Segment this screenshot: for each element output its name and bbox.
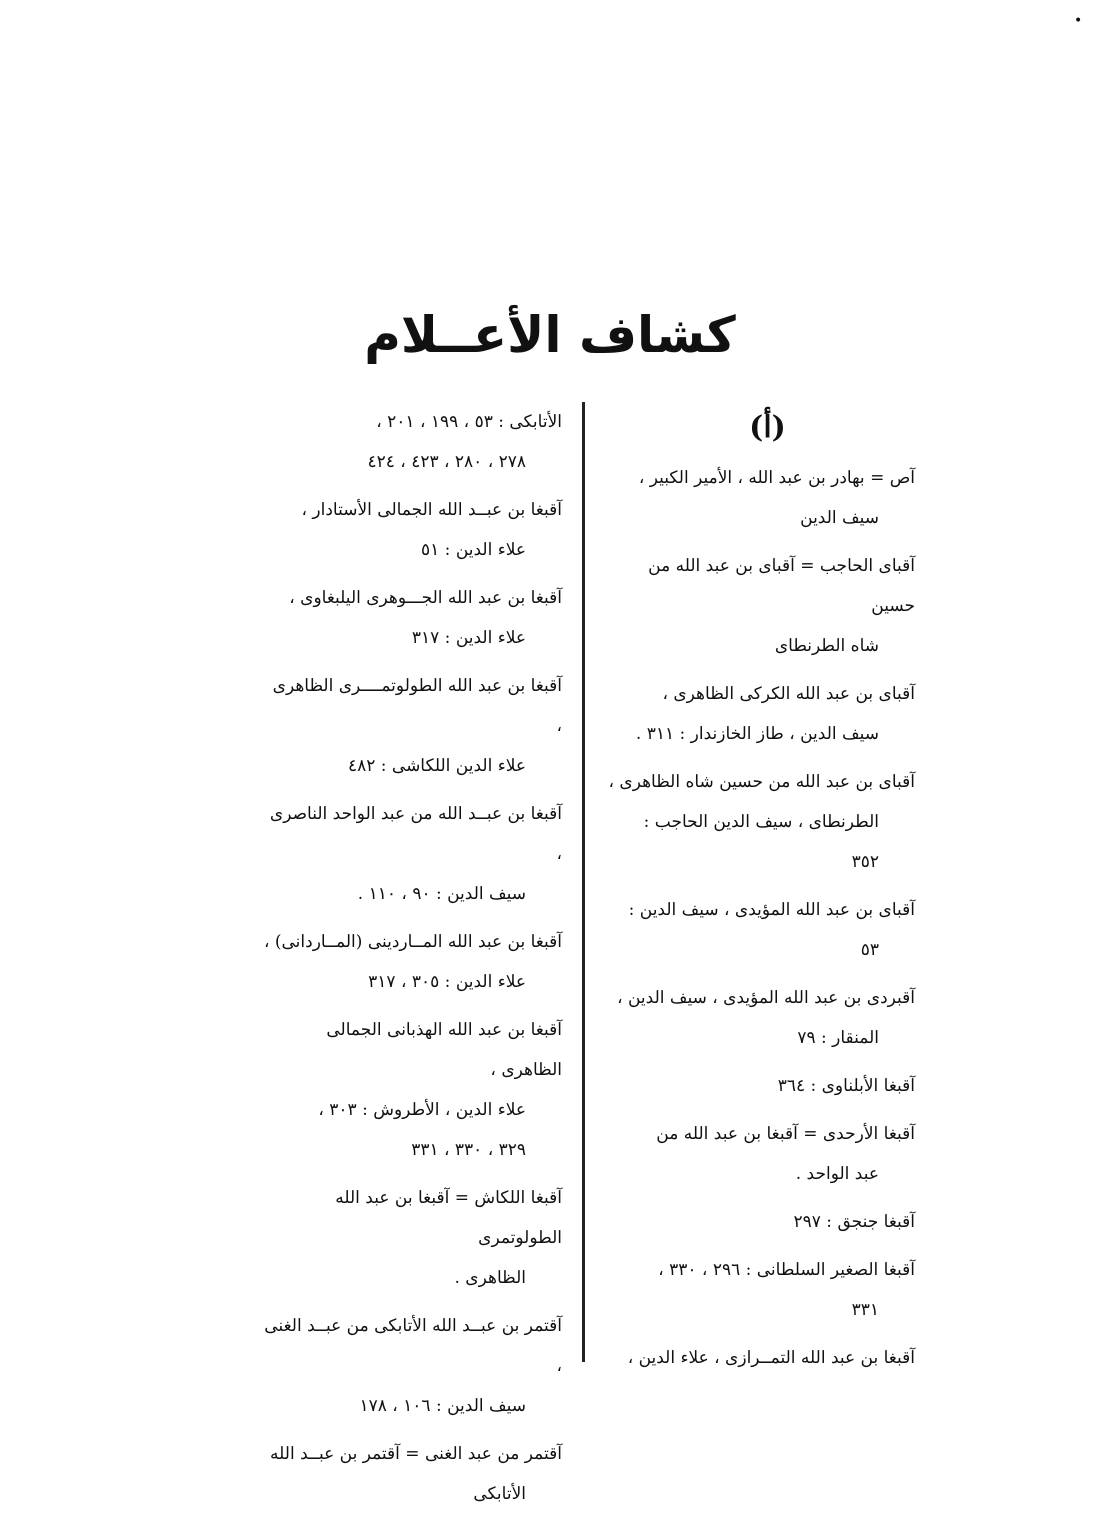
entry-line-head: آقبغا بن عبــد الله من عبد الواحد الناصرى ، xyxy=(269,804,562,864)
entry-line-continuation: علاء الدين : ٣٠٥ ، ٣١٧ xyxy=(368,972,526,992)
index-entry xyxy=(262,1434,562,1514)
entry-line-continuation: ٢٧٨ ، ٢٨٠ ، ٤٢٣ ، ٤٢٤ xyxy=(367,452,526,472)
entry-line-continuation: علاء الدين : ٣١٧ xyxy=(411,628,526,648)
index-entry xyxy=(262,794,562,914)
corner-mark: • xyxy=(1074,13,1083,29)
entry-line-continuation: سيف الدين xyxy=(800,508,879,528)
entry-line-head: آقبغا الأرحدى = آقبغا بن عبد الله من xyxy=(656,1124,915,1144)
index-entry xyxy=(262,490,562,570)
column-divider xyxy=(582,402,585,1362)
index-entry xyxy=(600,1338,915,1378)
entry-line-head: آقباى بن عبد الله من حسين شاه الظاهرى ، xyxy=(608,772,915,792)
entry-line-head: آص = بهادر بن عبد الله ، الأمير الكبير ، xyxy=(638,468,915,488)
entry-line-head: آقبردى بن عبد الله المؤيدى ، سيف الدين ، xyxy=(617,988,915,1008)
entry-line-continuation: سيف الدين : ١٠٦ ، ١٧٨ xyxy=(359,1396,526,1416)
entry-line-head: الأتابكى : ٥٣ ، ١٩٩ ، ٢٠١ ، xyxy=(376,412,562,432)
entry-line-continuation: ٥٣ xyxy=(860,940,879,960)
entry-line-continuation: علاء الدين اللكاشى : ٤٨٢ xyxy=(347,756,526,776)
index-entry xyxy=(600,1250,915,1330)
index-entry xyxy=(262,1010,562,1170)
index-entry xyxy=(600,674,915,754)
entry-line-continuation: سيف الدين : ٩٠ ، ١١٠ . xyxy=(357,884,526,904)
entry-line-continuation: ٣٣١ xyxy=(851,1300,879,1320)
entry-line-head: آقبغا بن عبد الله الطولوتمــــرى الظاهرى ، xyxy=(272,676,562,736)
index-entry xyxy=(262,578,562,658)
index-entry xyxy=(262,666,562,786)
letter-heading: (أ) xyxy=(749,410,786,445)
entry-line-head: آقبغا الأبلناوى : ٣٦٤ xyxy=(777,1076,915,1096)
entry-line-head: آقتمر بن عبــد الله الأتابكى من عبــد الغنى ، xyxy=(264,1316,562,1376)
entry-line-head: آقباى الحاجب = آقباى بن عبد الله من حسين xyxy=(648,556,915,616)
entry-line-continuation: ٣٢٩ ، ٣٣٠ ، ٣٣١ xyxy=(411,1140,526,1160)
entry-line-continuation: الظاهرى . xyxy=(454,1268,526,1288)
entry-line-continuation: شاه الطرنطاى xyxy=(774,636,879,656)
entry-line-head: آقباى بن عبد الله المؤيدى ، سيف الدين : xyxy=(628,900,915,920)
page-title: كشاف الأعــلام xyxy=(364,306,736,364)
index-entry xyxy=(262,402,562,482)
index-entry xyxy=(600,1066,915,1106)
index-entry xyxy=(600,890,915,970)
entry-line-head: آقبغا بن عبد الله الجـــوهرى اليلبغاوى ، xyxy=(289,588,562,608)
entry-line-continuation: الطرنطاى ، سيف الدين الحاجب : xyxy=(643,812,879,832)
entry-line-continuation: عبد الواحد . xyxy=(795,1164,879,1184)
entry-line-head: آقتمر من عبد الغنى = آقتمر بن عبــد الله xyxy=(270,1444,562,1464)
index-entry xyxy=(262,922,562,1002)
index-entry xyxy=(262,1178,562,1298)
entry-line-head: آقبغا الصغير السلطانى : ٢٩٦ ، ٣٣٠ ، xyxy=(658,1260,915,1280)
entry-line-head: آقباى بن عبد الله الكركى الظاهرى ، xyxy=(662,684,915,704)
entry-line-head: آقبغا بن عبــد الله الجمالى الأستادار ، xyxy=(301,500,562,520)
index-entry xyxy=(600,762,915,882)
entry-line-continuation: سيف الدين ، طاز الخازندار : ٣١١ . xyxy=(635,724,879,744)
index-entry xyxy=(600,1114,915,1194)
entry-line-head: آقبغا جنجق : ٢٩٧ xyxy=(793,1212,915,1232)
entry-line-head: آقبغا بن عبد الله المــاردينى (المــاردانى) ، xyxy=(263,932,562,952)
index-entry xyxy=(600,978,915,1058)
index-entry xyxy=(600,546,915,666)
index-entry xyxy=(600,1202,915,1242)
entry-line-continuation: علاء الدين : ٥١ xyxy=(421,540,526,560)
entry-line-head: آقبغا اللكاش = آقبغا بن عبد الله الطولوتمرى xyxy=(335,1188,562,1248)
entry-line-head: آقبغا بن عبد الله الهذبانى الجمالى الظاهرى ، xyxy=(326,1020,562,1080)
entry-line-continuation: المنقار : ٧٩ xyxy=(797,1028,879,1048)
index-column-left xyxy=(262,402,562,1522)
index-column-right xyxy=(600,458,915,1386)
entry-line-head: آقبغا بن عبد الله التمــرازى ، علاء الدين ، xyxy=(627,1348,915,1368)
index-entry xyxy=(262,1306,562,1426)
entry-line-continuation: الأتابكى xyxy=(473,1484,526,1504)
entry-line-continuation: ٣٥٢ xyxy=(851,852,879,872)
index-entry xyxy=(600,458,915,538)
entry-line-continuation: علاء الدين ، الأطروش : ٣٠٣ ، xyxy=(318,1100,526,1120)
